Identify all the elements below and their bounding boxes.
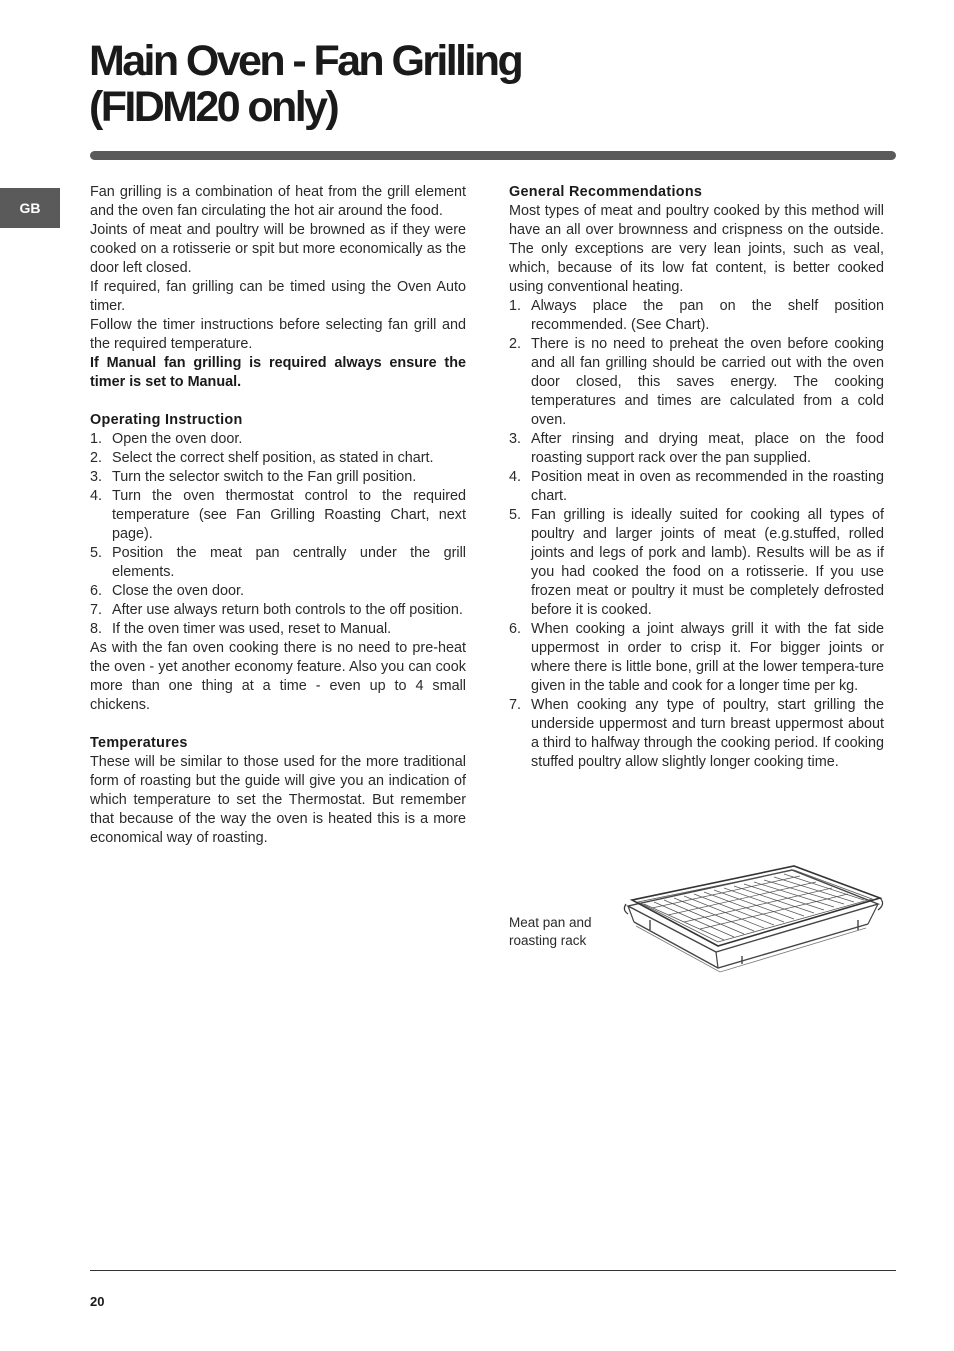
list-item [509,430,884,468]
list-text: Position meat in oven as recommended in the roasting chart. [531,469,884,504]
page-title-line-2: (FIDM20 only) [89,83,338,131]
intro-paragraph: Joints of meat and poultry will be browned as if they were cooked on a rotisserie or spit but more economically as the door left closed. [90,222,466,276]
illustration-caption: Meat pan and roasting rack [509,915,592,948]
list-item [90,620,466,639]
temperatures-paragraph: These will be similar to those used for the more traditional form of roasting but the guide will give you an indication of which temperature to set the Thermostat. But remember that because of the way the oven is heated this is a more economical way of roasting. [90,754,466,846]
list-text: When cooking any type of poultry, start grilling the underside uppermost and turn breast uppermost about a third to halfway through the cooking period. If cooking stuffed poultry allow slightly longer cooking time. [531,697,884,770]
operating-steps [90,430,466,639]
list-item [509,506,884,620]
temperatures-heading: Temperatures [90,735,188,751]
list-text: Turn the oven thermostat control to the required temperature (see Fan Grilling Roasting Chart, next page). [112,488,466,542]
list-number: 3. [509,431,522,447]
list-text: Select the correct shelf position, as stated in chart. [112,450,434,466]
list-number: 1. [90,431,103,447]
list-number: 4. [90,488,103,504]
list-text: After rinsing and drying meat, place on the food roasting support rack over the pan supplied. [531,431,884,466]
list-item [509,620,884,696]
list-number: 4. [509,469,522,485]
list-number: 7. [509,697,522,713]
list-item [90,468,466,487]
page-title-line-1: Main Oven - Fan Grilling [89,37,522,85]
manual-warning: If Manual fan grilling is required always ensure the timer is set to Manual. [90,355,466,390]
list-text: Fan grilling is ideally suited for cooking all types of poultry and larger joints of meat (e.g.stuffed, rolled joints and legs of pork and lamb). Results will be as if you had cooked the food on a rotisserie. If you use frozen meat or poultry it must be completely defrosted before it is cooked. [531,507,884,618]
list-text: When cooking a joint always grill it with the fat side uppermost in order to crisp it. For bigger joints or where there is little bone, grill at the lower tempera-ture given in the table and cook for a longer time per kg. [531,621,884,694]
list-text: Turn the selector switch to the Fan grill position. [112,469,417,485]
list-item [90,487,466,544]
intro-paragraph: Follow the timer instructions before selecting fan grill and the required temperature. [90,317,466,352]
page-number: 20 [90,1294,105,1309]
list-text: After use always return both controls to the off position. [112,602,463,618]
list-item [90,601,466,620]
preheat-paragraph: As with the fan oven cooking there is no need to pre-heat the oven - yet another economy feature. Also you can cook more than one thing at a time - even up to 4 small chickens. [90,640,466,713]
list-text: There is no need to preheat the oven before cooking and all fan grilling should be carried out with the oven door closed, this saves energy. The cooking temperatures and times are calculated from a cold oven. [531,336,884,428]
recommendations-list [509,297,884,772]
list-item [509,297,884,335]
list-number: 5. [509,507,522,523]
list-number: 3. [90,469,103,485]
list-item [90,582,466,601]
operating-heading: Operating Instruction [90,412,243,428]
list-item [509,696,884,772]
title-divider [90,151,896,160]
list-number: 2. [90,450,103,466]
list-item [90,430,466,449]
list-number: 1. [509,298,522,314]
footer-divider [90,1270,896,1271]
list-number: 2. [509,336,522,352]
list-item [90,449,466,468]
list-number: 7. [90,602,103,618]
list-item [509,468,884,506]
list-text: Always place the pan on the shelf position recommended. (See Chart). [531,298,884,333]
page-title [89,38,521,130]
recommendations-heading: General Recommendations [509,184,703,200]
list-text: Close the oven door. [112,583,245,599]
list-item [509,335,884,430]
list-text: Open the oven door. [112,431,243,447]
list-number: 8. [90,621,103,637]
list-number: 5. [90,545,103,561]
list-number: 6. [509,621,522,637]
intro-paragraph: Fan grilling is a combination of heat from the grill element and the oven fan circulating the hot air around the food. [90,184,466,219]
list-item [90,544,466,582]
left-column [90,183,466,848]
list-text: If the oven timer was used, reset to Manual. [112,621,392,637]
recommendations-intro: Most types of meat and poultry cooked by this method will have an all over brownness and crispness on the outside. The only exceptions are very lean joints, such as veal, which, because of its low fat content, is better cooked using conventional heating. [509,203,884,295]
list-number: 6. [90,583,103,599]
right-column [509,183,884,772]
language-tab: GB [0,188,60,228]
intro-paragraph: If required, fan grilling can be timed using the Oven Auto timer. [90,279,466,314]
list-text: Position the meat pan centrally under the grill elements. [112,545,466,580]
roasting-rack-illustration [622,864,884,976]
